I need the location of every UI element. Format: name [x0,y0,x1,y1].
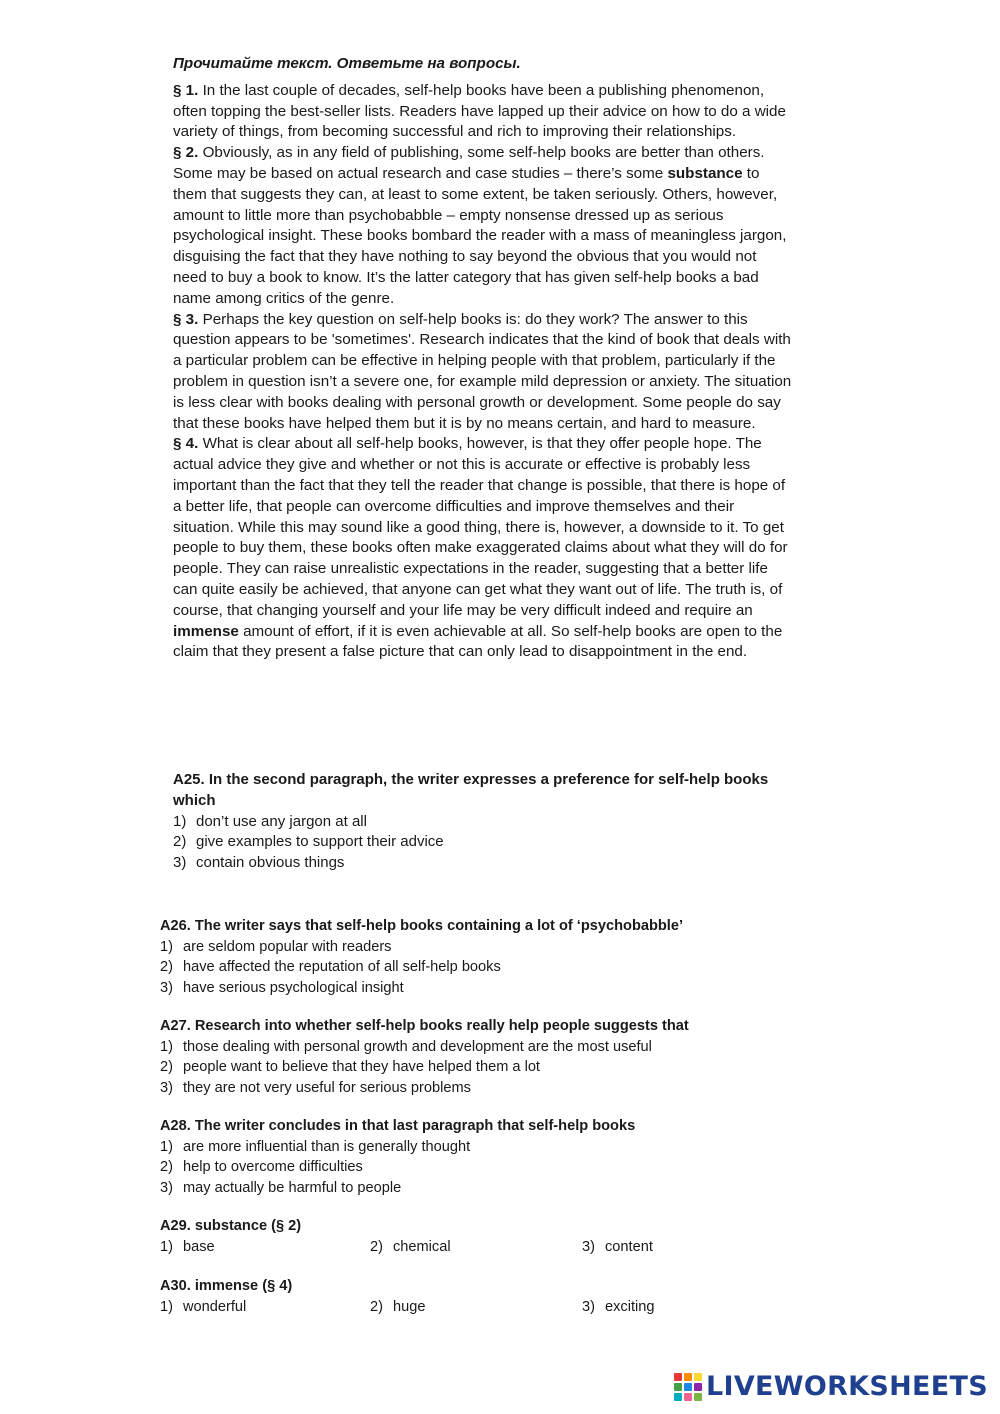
option-text: have serious psychological insight [183,979,404,996]
option-number: 3) [582,1298,595,1315]
question-stem: A25. In the second paragraph, the writer expresses a preference for self-help books which [173,771,769,809]
answer-option[interactable] [160,1157,800,1178]
option-text: contain obvious things [196,854,345,872]
option-number: 1) [160,938,173,955]
option-text: may actually be harmful to people [183,1179,402,1196]
answer-option[interactable] [582,1297,654,1318]
option-number: 2) [160,1059,173,1075]
paragraph-text: In the last couple of decades, self-help books have been a publishing phenomenon, often topping the best-seller lists. Readers have lapped up their advice on how to do a wide variety of things, from becoming successful and rich to improving their relationships. [173,81,786,141]
option-text: people want to believe that they have helped them a lot [183,1059,540,1075]
paragraph-text: to them that suggests they can, at least to some extent, be taken seriously. Others, however, amount to little more than psychobabble – empty nonsense dressed up as serious psychological insight. These books bombard the reader with a mass of meaningless jargon, disguising the fact that they have nothing to say beyond the obvious that you would not need to buy a book to know. It’s the latter category that has given self-help books a bad name among critics of the genre. [173,164,787,307]
option-text: help to overcome difficulties [183,1159,363,1175]
answer-option[interactable] [160,1297,370,1318]
answer-option[interactable] [173,812,773,833]
question-a25 [173,770,773,874]
answer-option[interactable] [160,1137,800,1158]
question-stem: A26. The writer says that self-help books containing a lot of ‘psychobabble’ [160,918,684,934]
option-number: 2) [173,833,187,851]
question-a29 [160,1216,800,1257]
option-number: 1) [160,1238,173,1255]
answer-option[interactable] [160,1237,370,1258]
option-number: 2) [370,1238,383,1255]
paragraph-marker: § 2. [173,144,199,162]
option-number: 3) [582,1238,595,1255]
paragraph-text: amount of effort, if it is even achievable at all. So self-help books are open to the claim that they present a false picture that can only lead to disappointment in the end. [173,622,783,661]
paragraph-marker: § 4. [173,435,199,453]
option-number: 2) [160,959,173,975]
question-a30 [160,1276,800,1317]
question-stem: A29. substance (§ 2) [160,1218,302,1234]
question-a27 [160,1016,800,1098]
keyword-immense: immense [173,622,239,640]
liveworksheets-logo [674,1371,988,1402]
logo-grid-icon [674,1373,702,1401]
paragraph-text: What is clear about all self-help books, however, is that they offer people hope. The actual advice they give and whether or not this is accurate or effective is probably less important than the fact that they tell the reader that change is possible, that there is hope of a better life, that people can overcome difficulties and improve themselves and their situation. While this may sound like a good thing, there is, however, a downside to it. To get people to buy them, these books often make exaggerated claims about what they will do for people. They can raise unrealistic expectations in the reader, suggesting that a better life can quite easily be achieved, that anyone can get what they want out of life. The truth is, of course, that changing yourself and your life may be very difficult indeed and require an [173,435,788,619]
option-text: are seldom popular with readers [183,938,392,955]
paragraph-3 [173,310,793,435]
reading-text [173,54,793,663]
paragraph-marker: § 3. [173,310,199,328]
answer-option[interactable] [160,978,800,999]
paragraph-1 [173,81,793,143]
option-text: wonderful [183,1298,247,1315]
logo-text: LIVEWORKSHEETS [705,1371,988,1402]
answer-option[interactable] [173,832,773,853]
answer-option[interactable] [160,1178,800,1199]
option-number: 3) [173,854,187,872]
answer-option[interactable] [173,853,773,874]
option-number: 1) [173,812,187,830]
option-number: 2) [160,1159,173,1175]
answer-option[interactable] [370,1237,582,1258]
option-number: 3) [160,1179,173,1196]
question-stem: A27. Research into whether self-help books really help people suggests that [160,1018,689,1034]
option-text: content [605,1238,653,1255]
option-text: give examples to support their advice [196,833,444,851]
answer-option[interactable] [160,1057,800,1078]
option-text: base [183,1238,215,1255]
option-text: exciting [605,1298,655,1315]
paragraph-text: Perhaps the key question on self-help books is: do they work? The answer to this question appears to be 'sometimes'. Research indicates that the kind of book that deals with a particular problem can be effective in helping people with that problem, particularly if the problem in question isn’t a severe one, for example mild depression or anxiety. The situation is less clear with books dealing with personal growth or development. Some people do say that these books have helped them but it is by no means certain, and hard to measure. [173,310,792,432]
question-stem: A30. immense (§ 4) [160,1278,293,1294]
question-stem: A28. The writer concludes in that last paragraph that self-help books [160,1118,636,1134]
option-number: 2) [370,1298,383,1315]
question-a26 [160,916,800,998]
answer-option[interactable] [370,1297,582,1318]
option-text: have affected the reputation of all self-help books [183,959,501,975]
answer-option[interactable] [160,957,800,978]
paragraph-text: Obviously, as in any field of publishing, some self-help books are better than others. Some may be based on actual research and case studies – there’s some [173,144,765,182]
option-number: 1) [160,1038,173,1055]
option-number: 1) [160,1138,173,1155]
paragraph-marker: § 1. [173,81,199,99]
answer-option[interactable] [582,1237,653,1258]
paragraph-4 [173,434,793,663]
option-number: 3) [160,1079,173,1096]
option-number: 3) [160,979,173,996]
question-a28 [160,1116,800,1198]
answer-option[interactable] [160,1037,800,1058]
keyword-substance: substance [667,164,743,182]
answer-option[interactable] [160,1078,800,1099]
option-text: are more influential than is generally thought [183,1138,471,1155]
option-text: don’t use any jargon at all [196,812,367,830]
paragraph-2 [173,143,793,309]
option-text: huge [393,1298,426,1315]
option-text: they are not very useful for serious problems [183,1079,471,1096]
option-text: chemical [393,1238,451,1255]
instruction: Прочитайте текст. Ответьте на вопросы. [173,55,521,72]
option-number: 1) [160,1298,173,1315]
option-text: those dealing with personal growth and development are the most useful [183,1038,652,1055]
answer-option[interactable] [160,937,800,958]
